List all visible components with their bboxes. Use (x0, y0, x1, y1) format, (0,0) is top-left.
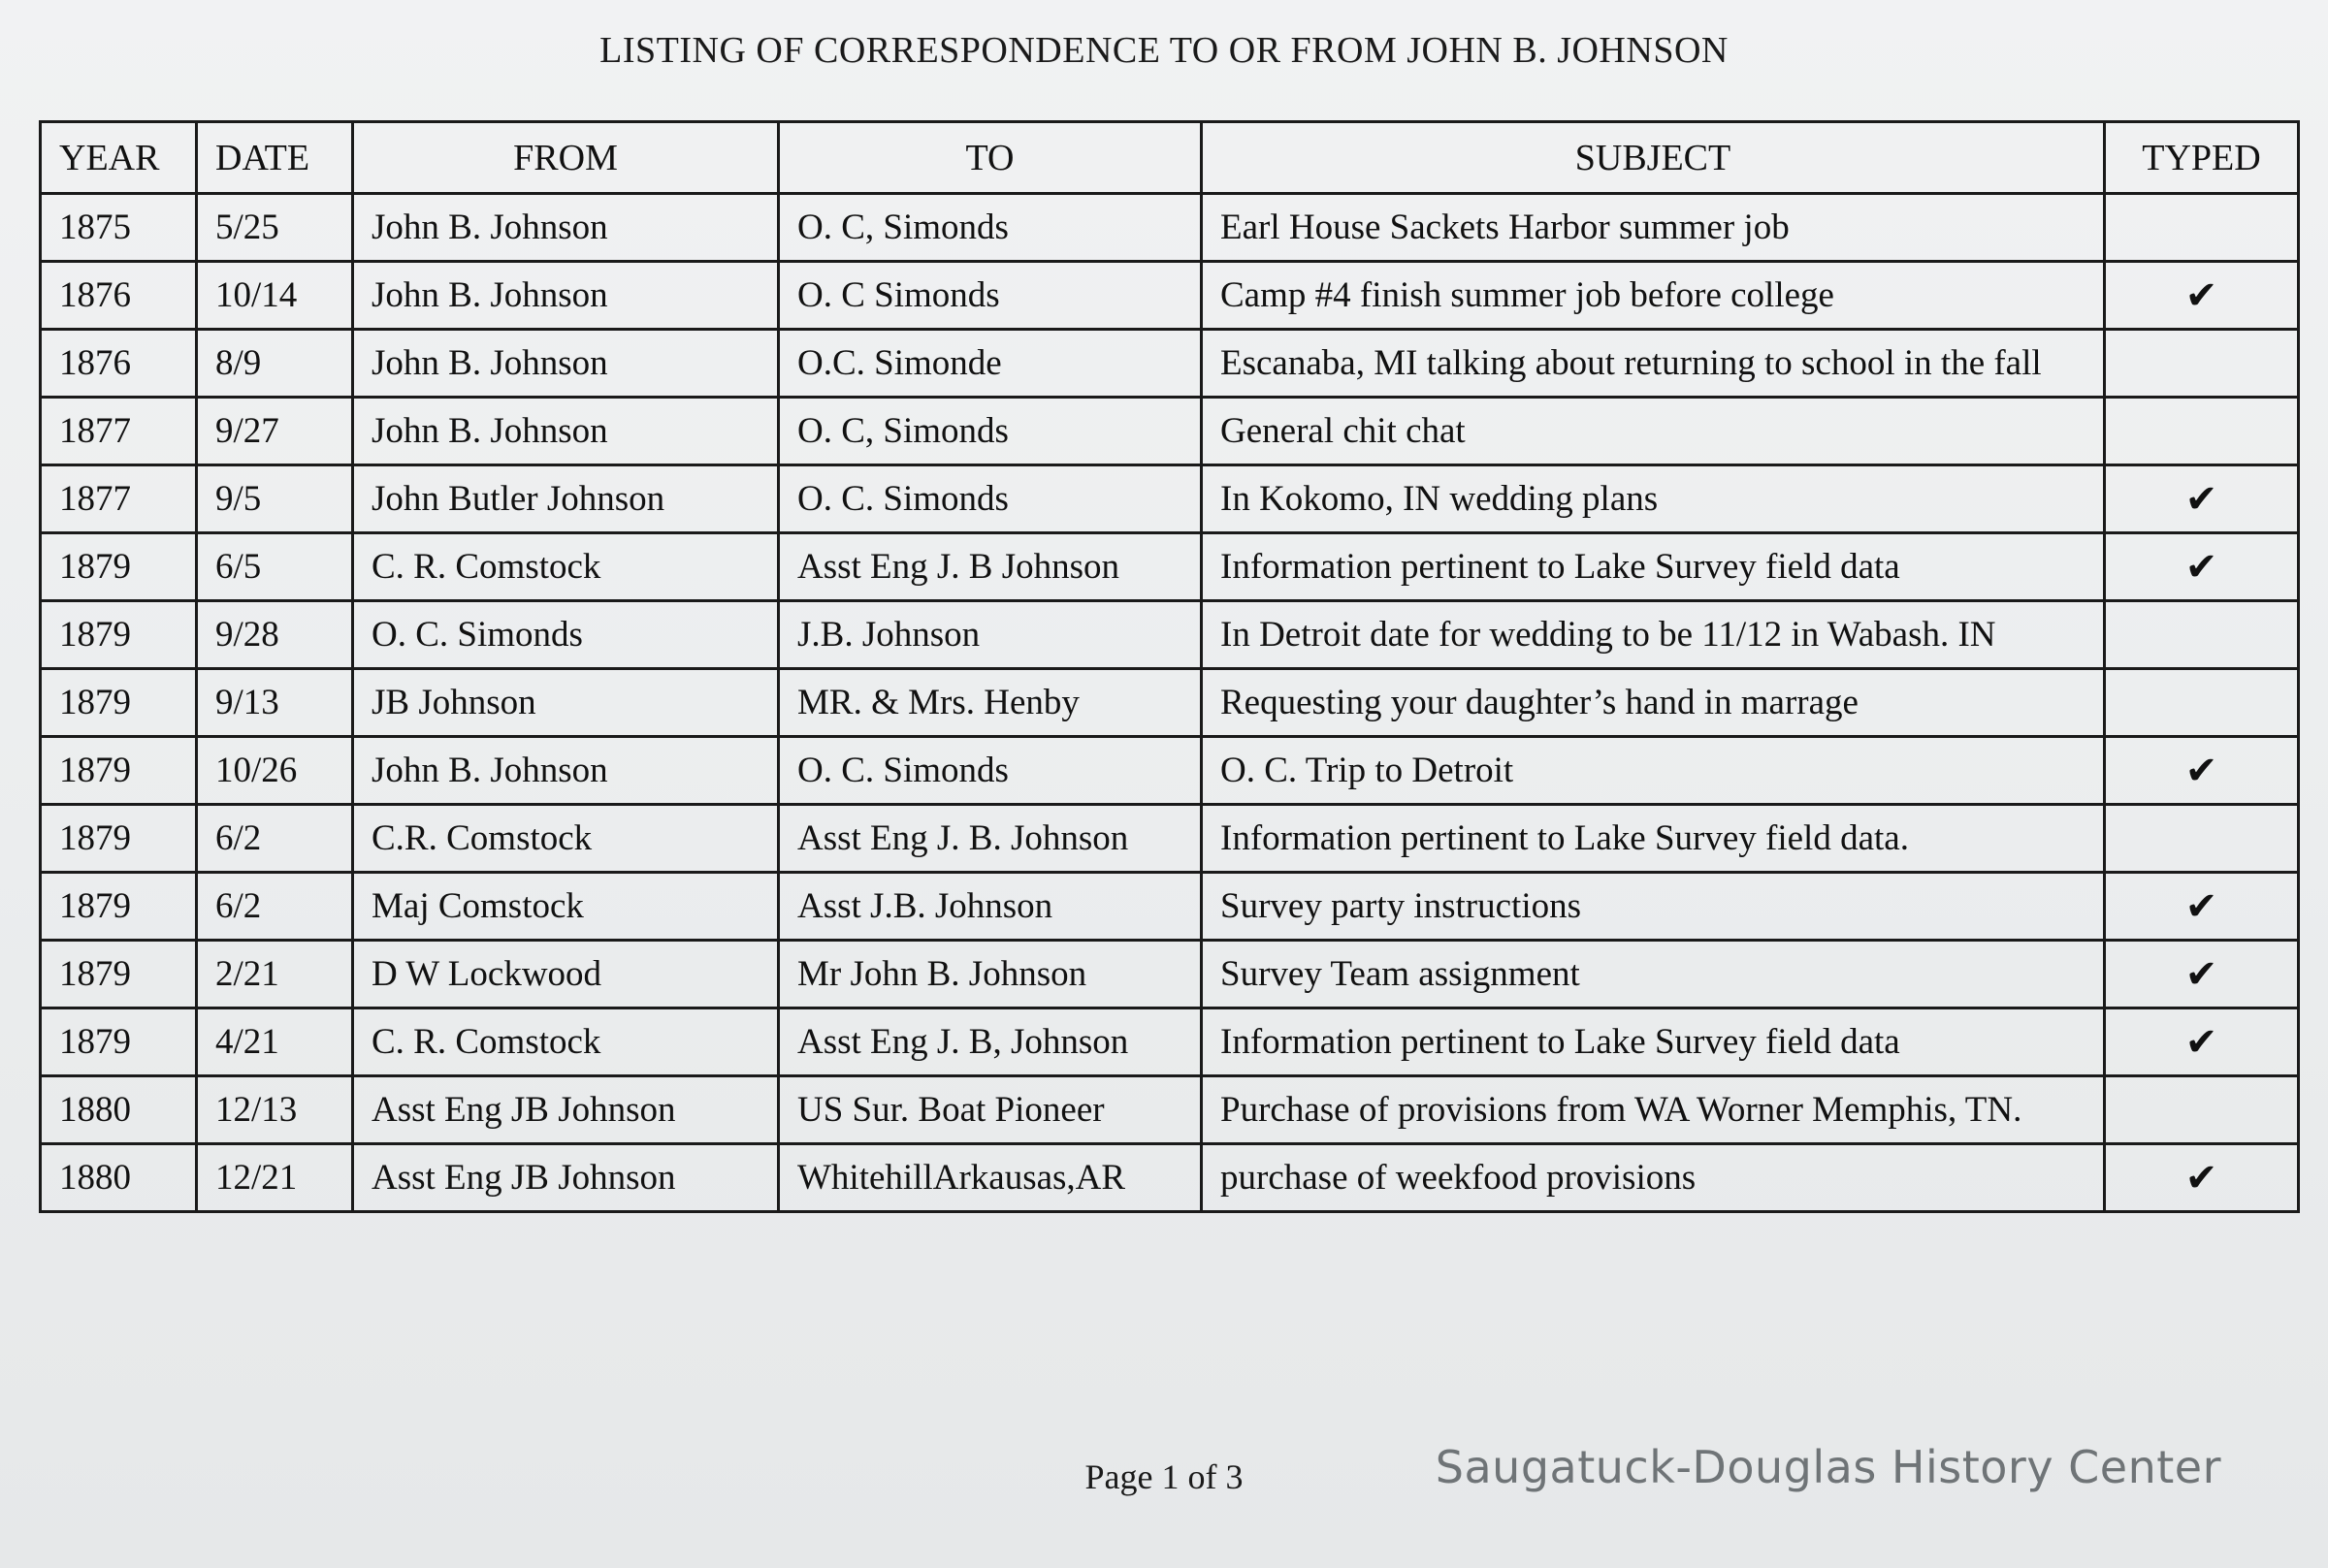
cell-from: C. R. Comstock (353, 533, 779, 601)
cell-subject: Camp #4 finish summer job before college (1202, 262, 2105, 330)
cell-from: C. R. Comstock (353, 1008, 779, 1076)
cell-date: 9/28 (197, 601, 353, 669)
cell-year: 1879 (41, 873, 197, 941)
correspondence-table (39, 120, 2300, 1213)
page-number: Page 1 of 3 (1084, 1457, 1244, 1496)
cell-date: 10/14 (197, 262, 353, 330)
cell-from: C.R. Comstock (353, 805, 779, 873)
cell-year: 1876 (41, 330, 197, 398)
typed-checkmark-cell: ✔ (2105, 262, 2299, 330)
cell-to: Asst Eng J. B Johnson (779, 533, 1202, 601)
header-to: TO (779, 122, 1202, 194)
cell-date: 12/13 (197, 1076, 353, 1144)
cell-subject: In Kokomo, IN wedding plans (1202, 465, 2105, 533)
cell-date: 6/5 (197, 533, 353, 601)
table-row (41, 941, 2299, 1008)
table-row (41, 1008, 2299, 1076)
cell-to: Mr John B. Johnson (779, 941, 1202, 1008)
header-from: FROM (353, 122, 779, 194)
cell-year: 1880 (41, 1076, 197, 1144)
cell-date: 6/2 (197, 805, 353, 873)
table-header-row (41, 122, 2299, 194)
cell-year: 1877 (41, 465, 197, 533)
cell-subject: Escanaba, MI talking about returning to school in the fall (1202, 330, 2105, 398)
cell-subject: Survey Team assignment (1202, 941, 2105, 1008)
cell-subject: O. C. Trip to Detroit (1202, 737, 2105, 805)
table-row (41, 194, 2299, 262)
cell-year: 1879 (41, 1008, 197, 1076)
cell-year: 1879 (41, 601, 197, 669)
table-row (41, 669, 2299, 737)
cell-date: 9/27 (197, 398, 353, 465)
cell-subject: Information pertinent to Lake Survey field data (1202, 533, 2105, 601)
table-row (41, 601, 2299, 669)
table-row (41, 465, 2299, 533)
cell-from: John B. Johnson (353, 737, 779, 805)
cell-from: Asst Eng JB Johnson (353, 1076, 779, 1144)
header-year: YEAR (41, 122, 197, 194)
cell-subject: General chit chat (1202, 398, 2105, 465)
typed-checkmark-cell (2105, 601, 2299, 669)
cell-year: 1879 (41, 941, 197, 1008)
typed-checkmark-cell (2105, 805, 2299, 873)
cell-date: 10/26 (197, 737, 353, 805)
cell-year: 1877 (41, 398, 197, 465)
typed-checkmark-cell: ✔ (2105, 465, 2299, 533)
cell-year: 1879 (41, 533, 197, 601)
cell-to: Asst J.B. Johnson (779, 873, 1202, 941)
header-date: DATE (197, 122, 353, 194)
typed-checkmark-cell: ✔ (2105, 1008, 2299, 1076)
cell-to: O. C. Simonds (779, 737, 1202, 805)
cell-to: Asst Eng J. B, Johnson (779, 1008, 1202, 1076)
cell-to: US Sur. Boat Pioneer (779, 1076, 1202, 1144)
cell-subject: Information pertinent to Lake Survey field data. (1202, 805, 2105, 873)
typed-checkmark-cell (2105, 194, 2299, 262)
cell-from: D W Lockwood (353, 941, 779, 1008)
header-subject: SUBJECT (1202, 122, 2105, 194)
cell-to: J.B. Johnson (779, 601, 1202, 669)
cell-year: 1876 (41, 262, 197, 330)
cell-subject: purchase of weekfood provisions (1202, 1144, 2105, 1212)
cell-date: 6/2 (197, 873, 353, 941)
table-row (41, 805, 2299, 873)
document-title: LISTING OF CORRESPONDENCE TO OR FROM JOHN B. JOHNSON (599, 30, 1729, 71)
cell-from: John B. Johnson (353, 194, 779, 262)
typed-checkmark-cell (2105, 669, 2299, 737)
cell-subject: Requesting your daughter’s hand in marrage (1202, 669, 2105, 737)
table-row (41, 262, 2299, 330)
table-row (41, 1144, 2299, 1212)
typed-checkmark-cell: ✔ (2105, 873, 2299, 941)
typed-checkmark-cell: ✔ (2105, 533, 2299, 601)
cell-subject: Survey party instructions (1202, 873, 2105, 941)
table-row (41, 737, 2299, 805)
cell-subject: Earl House Sackets Harbor summer job (1202, 194, 2105, 262)
cell-from: O. C. Simonds (353, 601, 779, 669)
watermark-text: Saugatuck-Douglas History Center (1435, 1441, 2221, 1493)
cell-date: 5/25 (197, 194, 353, 262)
cell-from: JB Johnson (353, 669, 779, 737)
cell-date: 8/9 (197, 330, 353, 398)
cell-year: 1880 (41, 1144, 197, 1212)
cell-date: 4/21 (197, 1008, 353, 1076)
typed-checkmark-cell: ✔ (2105, 1144, 2299, 1212)
table-row (41, 533, 2299, 601)
cell-to: O. C, Simonds (779, 398, 1202, 465)
cell-to: O. C, Simonds (779, 194, 1202, 262)
cell-date: 9/13 (197, 669, 353, 737)
cell-from: John B. Johnson (353, 398, 779, 465)
cell-to: O. C. Simonds (779, 465, 1202, 533)
cell-year: 1879 (41, 737, 197, 805)
cell-to: WhitehillArkausas,AR (779, 1144, 1202, 1212)
cell-subject: Information pertinent to Lake Survey field data (1202, 1008, 2105, 1076)
typed-checkmark-cell: ✔ (2105, 737, 2299, 805)
cell-from: John Butler Johnson (353, 465, 779, 533)
typed-checkmark-cell (2105, 330, 2299, 398)
cell-to: O.C. Simonde (779, 330, 1202, 398)
cell-subject: In Detroit date for wedding to be 11/12 in Wabash. IN (1202, 601, 2105, 669)
cell-to: Asst Eng J. B. Johnson (779, 805, 1202, 873)
cell-subject: Purchase of provisions from WA Worner Memphis, TN. (1202, 1076, 2105, 1144)
table-row (41, 398, 2299, 465)
cell-from: Asst Eng JB Johnson (353, 1144, 779, 1212)
table-row (41, 1076, 2299, 1144)
cell-from: John B. Johnson (353, 262, 779, 330)
cell-year: 1879 (41, 669, 197, 737)
cell-date: 9/5 (197, 465, 353, 533)
cell-to: MR. & Mrs. Henby (779, 669, 1202, 737)
cell-to: O. C Simonds (779, 262, 1202, 330)
typed-checkmark-cell (2105, 398, 2299, 465)
header-typed: TYPED (2105, 122, 2299, 194)
cell-date: 12/21 (197, 1144, 353, 1212)
table-row (41, 330, 2299, 398)
cell-from: John B. Johnson (353, 330, 779, 398)
cell-from: Maj Comstock (353, 873, 779, 941)
table-row (41, 873, 2299, 941)
cell-year: 1879 (41, 805, 197, 873)
cell-date: 2/21 (197, 941, 353, 1008)
typed-checkmark-cell: ✔ (2105, 941, 2299, 1008)
typed-checkmark-cell (2105, 1076, 2299, 1144)
cell-year: 1875 (41, 194, 197, 262)
